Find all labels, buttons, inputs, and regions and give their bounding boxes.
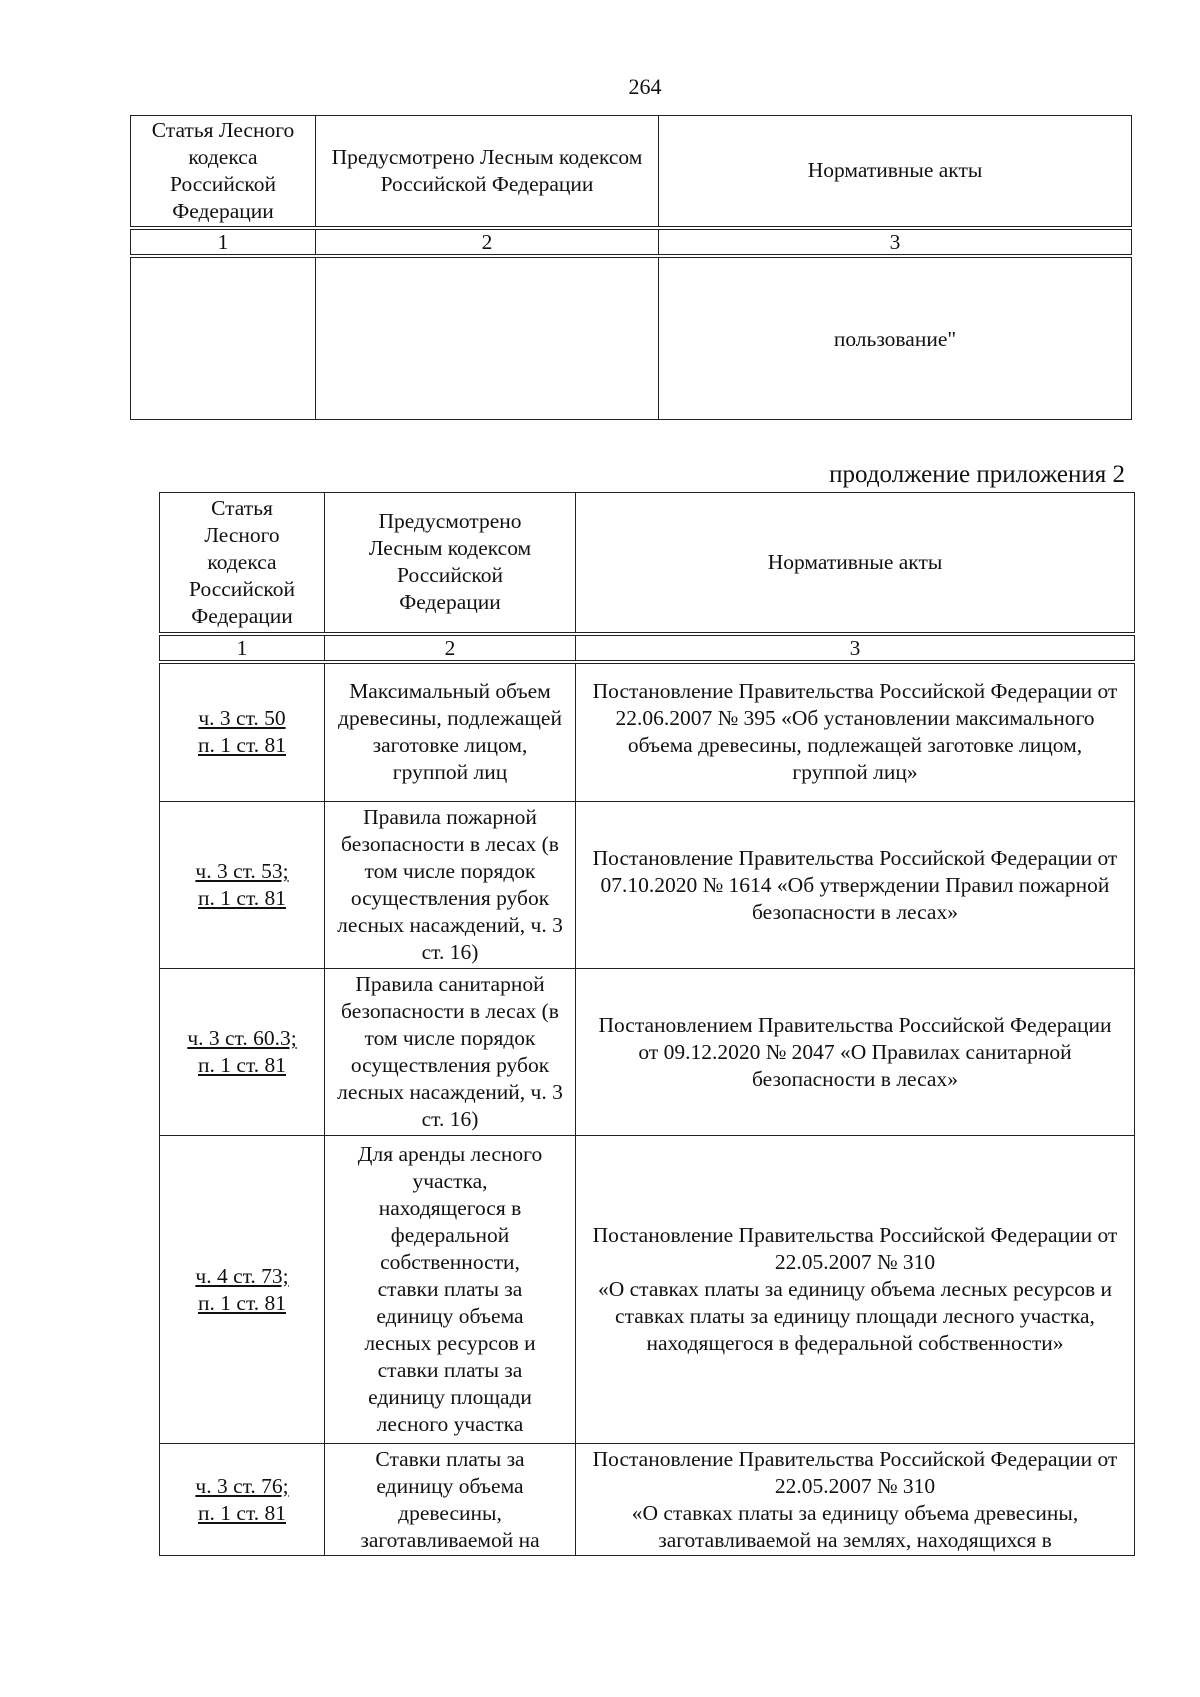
article-ref-link[interactable]: п. 1 ст. 81 (198, 1053, 286, 1077)
article-ref-link[interactable]: п. 1 ст. 81 (198, 1290, 286, 1315)
article-ref-link[interactable]: ч. 3 ст. 60.3; (187, 1026, 297, 1050)
table-top-header-row (131, 116, 1132, 228)
article-ref-link[interactable]: ч. 3 ст. 76; (195, 1473, 289, 1498)
table-row (160, 1444, 1135, 1556)
table-row (160, 802, 1135, 969)
table-main-header-acts: Нормативные акты (576, 493, 1135, 634)
table-top-colnum-3: 3 (659, 228, 1132, 256)
table-main-header-article: Статья Лесного кодекса Российской Федерации (160, 493, 325, 634)
table-row (160, 969, 1135, 1136)
row-acts: Постановление Правительства Российской Федерации от 22.05.2007 № 310 «О ставках платы за единицу объема древесины, заготавливаемой на землях, находящихся в (576, 1444, 1135, 1556)
table-main-colnum-1: 1 (160, 634, 325, 662)
row-provision: Для аренды лесного участка, находящегося в федеральной собственности, ставки платы за единицу объема лесных ресурсов и ставки платы за единицу площади лесного участка (325, 1136, 576, 1444)
table-main-number-row (160, 634, 1135, 662)
row-provision: Максимальный объем древесины, подлежащей заготовке лицом, группой лиц (325, 662, 576, 802)
table-row (131, 256, 1132, 420)
table-main-colnum-2: 2 (325, 634, 576, 662)
article-ref-link[interactable]: п. 1 ст. 81 (198, 1500, 286, 1525)
row-provision: Ставки платы за единицу объема древесины, заготавливаемой на (325, 1444, 576, 1556)
row-article (160, 969, 325, 1136)
row-provision: Правила пожарной безопасности в лесах (в том числе порядок осуществления рубок лесных насаждений, ч. 3 ст. 16) (325, 802, 576, 969)
row-acts: Постановление Правительства Российской Федерации от 07.10.2020 № 1614 «Об утверждении Правил пожарной безопасности в лесах» (576, 802, 1135, 969)
article-ref-link[interactable]: ч. 3 ст. 53; (195, 859, 289, 883)
row-article (160, 662, 325, 802)
table-top-colnum-1: 1 (131, 228, 316, 256)
table-top-header-provision: Предусмотрено Лесным кодексом Российской Федерации (316, 116, 659, 228)
row-article (160, 1136, 325, 1444)
table-row (160, 662, 1135, 802)
table-main-colnum-3: 3 (576, 634, 1135, 662)
article-ref-link[interactable]: п. 1 ст. 81 (198, 733, 286, 758)
article-ref-link[interactable]: ч. 4 ст. 73; (195, 1263, 289, 1288)
article-ref-link[interactable]: п. 1 ст. 81 (198, 886, 286, 910)
row-article (160, 1444, 325, 1556)
table-top-row-article (131, 256, 316, 420)
table-top (130, 115, 1132, 420)
table-top-header-article: Статья Лесного кодекса Российской Федерации (131, 116, 316, 228)
table-top-header-acts: Нормативные акты (659, 116, 1132, 228)
row-provision: Правила санитарной безопасности в лесах (в том числе порядок осуществления рубок лесных насаждений, ч. 3 ст. 16) (325, 969, 576, 1136)
table-top-row-provision (316, 256, 659, 420)
article-ref-link[interactable]: ч. 3 ст. 50 (198, 706, 286, 731)
continuation-label: продолжение приложения 2 (829, 461, 1125, 488)
row-acts: Постановление Правительства Российской Федерации от 22.05.2007 № 310 «О ставках платы за единицу объема лесных ресурсов и ставках платы за единицу площади лесного участка, находящегося в федеральной собственности» (576, 1136, 1135, 1444)
table-main-header-row (160, 493, 1135, 634)
table-top-number-row (131, 228, 1132, 256)
table-main (159, 492, 1135, 1556)
row-article (160, 802, 325, 969)
row-acts: Постановлением Правительства Российской Федерации от 09.12.2020 № 2047 «О Правилах санитарной безопасности в лесах» (576, 969, 1135, 1136)
table-top-row-acts: пользование" (659, 256, 1132, 420)
row-acts: Постановление Правительства Российской Федерации от 22.06.2007 № 395 «Об установлении максимального объема древесины, подлежащей заготовке лицом, группой лиц» (576, 662, 1135, 802)
page-number: 264 (628, 74, 662, 99)
table-main-header-provision: Предусмотрено Лесным кодексом Российской Федерации (325, 493, 576, 634)
table-top-colnum-2: 2 (316, 228, 659, 256)
table-row (160, 1136, 1135, 1444)
